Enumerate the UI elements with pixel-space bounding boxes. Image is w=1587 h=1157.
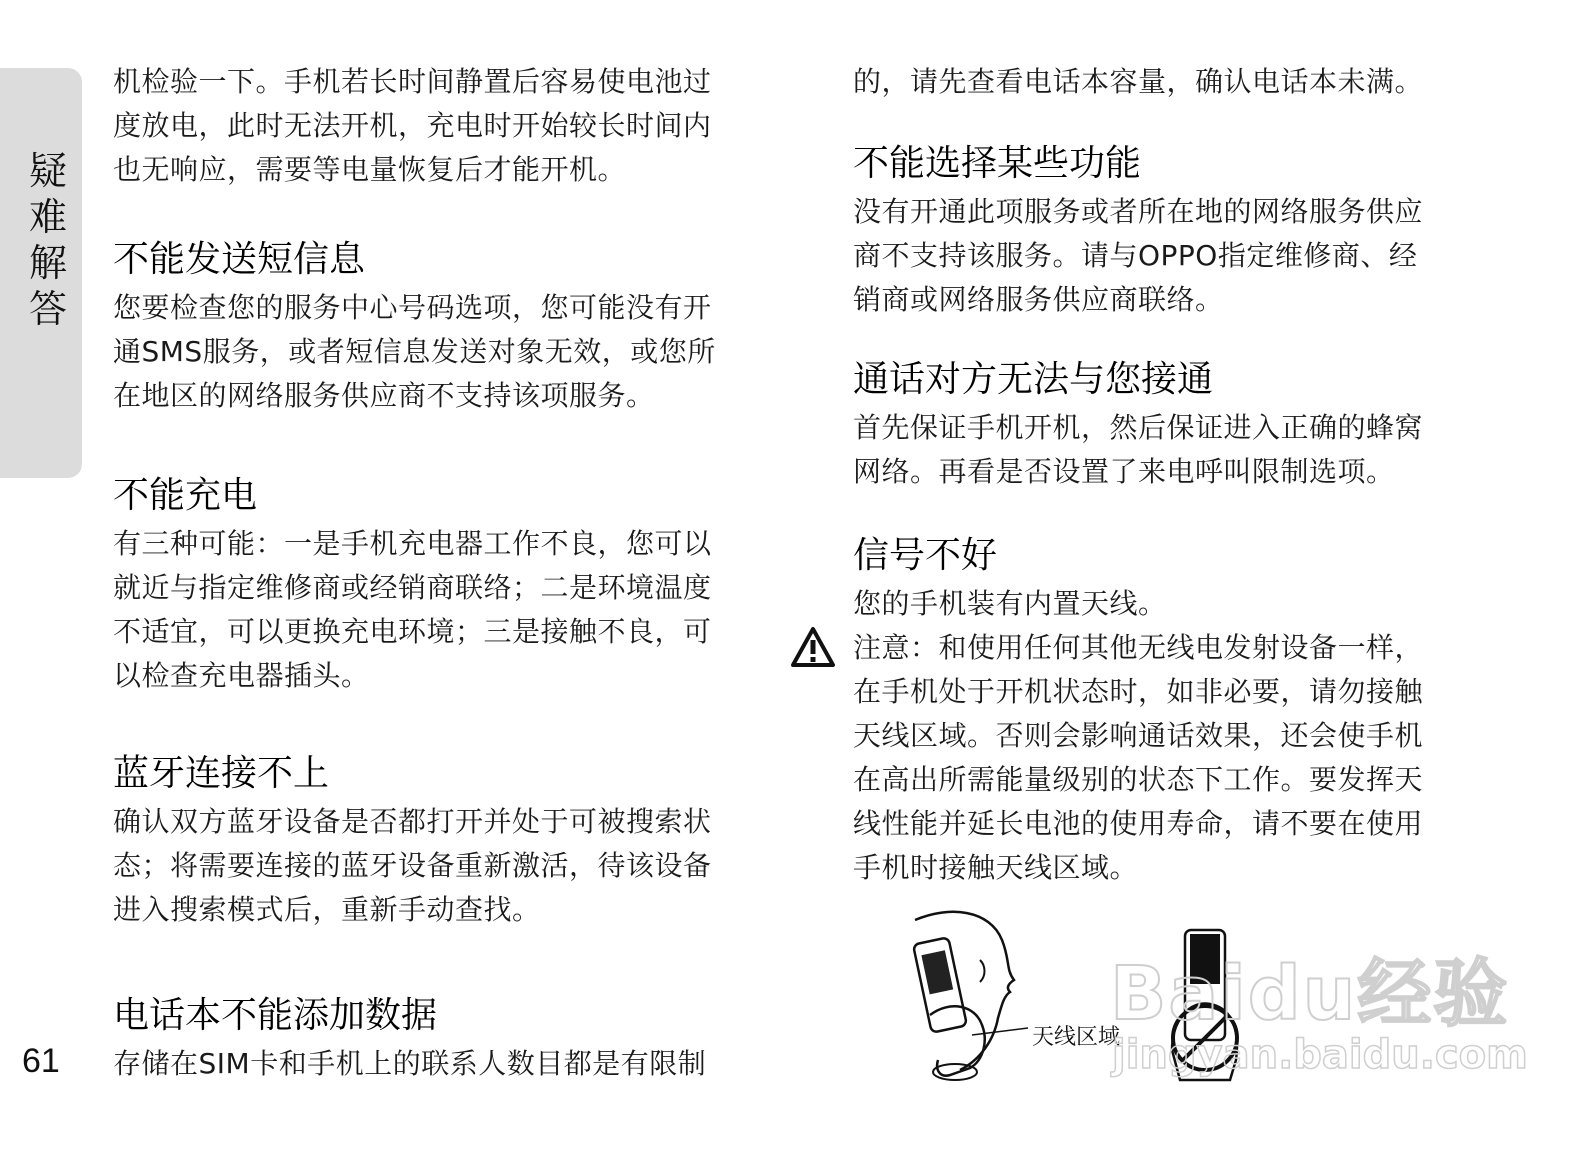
antenna-area-label: 天线区域 bbox=[1032, 1025, 1121, 1050]
section-heading: 信号不好 bbox=[853, 535, 998, 576]
section-signal bbox=[853, 534, 1493, 626]
section-heading: 不能选择某些功能 bbox=[853, 143, 1142, 184]
section-heading: 不能充电 bbox=[113, 475, 258, 516]
section-heading: 不能发送短信息 bbox=[113, 239, 366, 280]
section-body: 您的手机装有内置天线。 bbox=[853, 587, 1167, 620]
section-body: 没有开通此项服务或者所在地的网络服务供应 商不支持该服务。请与OPPO指定维修商、经 销商或网络服务供应商联络。 bbox=[853, 195, 1424, 316]
baidu-watermark-url: jingyan.baidu.com bbox=[1112, 1032, 1528, 1078]
page-number: 61 bbox=[22, 1042, 60, 1080]
baidu-watermark-logo: Baidu经验 bbox=[1110, 951, 1510, 1037]
section-body: 存储在SIM卡和手机上的联系人数目都是有限制 bbox=[113, 1047, 707, 1080]
head-with-phone-illustration bbox=[913, 912, 1028, 1080]
section-body: 确认双方蓝牙设备是否都打开并处于可被搜索状 态；将需要连接的蓝牙设备重新激活，待该设备 进入搜索模式后，重新手动查找。 bbox=[113, 805, 712, 926]
right-intro-text: 的，请先查看电话本容量，确认电话本未满。 bbox=[853, 65, 1424, 98]
section-call-connect bbox=[853, 358, 1493, 494]
section-body: 首先保证手机开机，然后保证进入正确的蜂窝 网络。再看是否设置了来电呼叫限制选项。 bbox=[853, 411, 1424, 488]
warning-triangle-icon bbox=[790, 626, 836, 668]
section-body: 您要检查您的服务中心号码选项，您可能没有开 通SMS服务，或者短信息发送对象无效，或您所 在地区的网络服务供应商不支持该项服务。 bbox=[113, 291, 716, 412]
section-sms bbox=[113, 238, 753, 418]
section-bluetooth bbox=[113, 752, 753, 932]
section-charging bbox=[113, 474, 753, 698]
section-heading: 通话对方无法与您接通 bbox=[853, 359, 1214, 400]
warning-text: 注意：和使用任何其他无线电发射设备一样， 在手机处于开机状态时，如非必要，请勿接触 天线区域。否则会影响通话效果，还会使手机 在高出所需能量级别的状态下工作。要发挥天 线性能并延长电池的使用寿命，请不要在使用 手机时接触天线区域。 bbox=[853, 631, 1424, 884]
section-phonebook bbox=[113, 994, 753, 1086]
side-tab-label: 疑 难 解 答 bbox=[28, 149, 67, 331]
section-body: 有三种可能：一是手机充电器工作不良，您可以 就近与指定维修商或经销商联络；二是环境温度 不适宜，可以更换充电环境；三是接触不良，可 以检查充电器插头。 bbox=[113, 527, 712, 692]
section-heading: 蓝牙连接不上 bbox=[113, 753, 330, 794]
section-functions bbox=[853, 142, 1493, 322]
side-tab bbox=[0, 68, 82, 478]
section-heading: 电话本不能添加数据 bbox=[113, 995, 438, 1036]
left-intro-text: 机检验一下。手机若长时间静置后容易使电池过 度放电，此时无法开机，充电时开始较长时间内 也无响应，需要等电量恢复后才能开机。 bbox=[113, 65, 712, 186]
